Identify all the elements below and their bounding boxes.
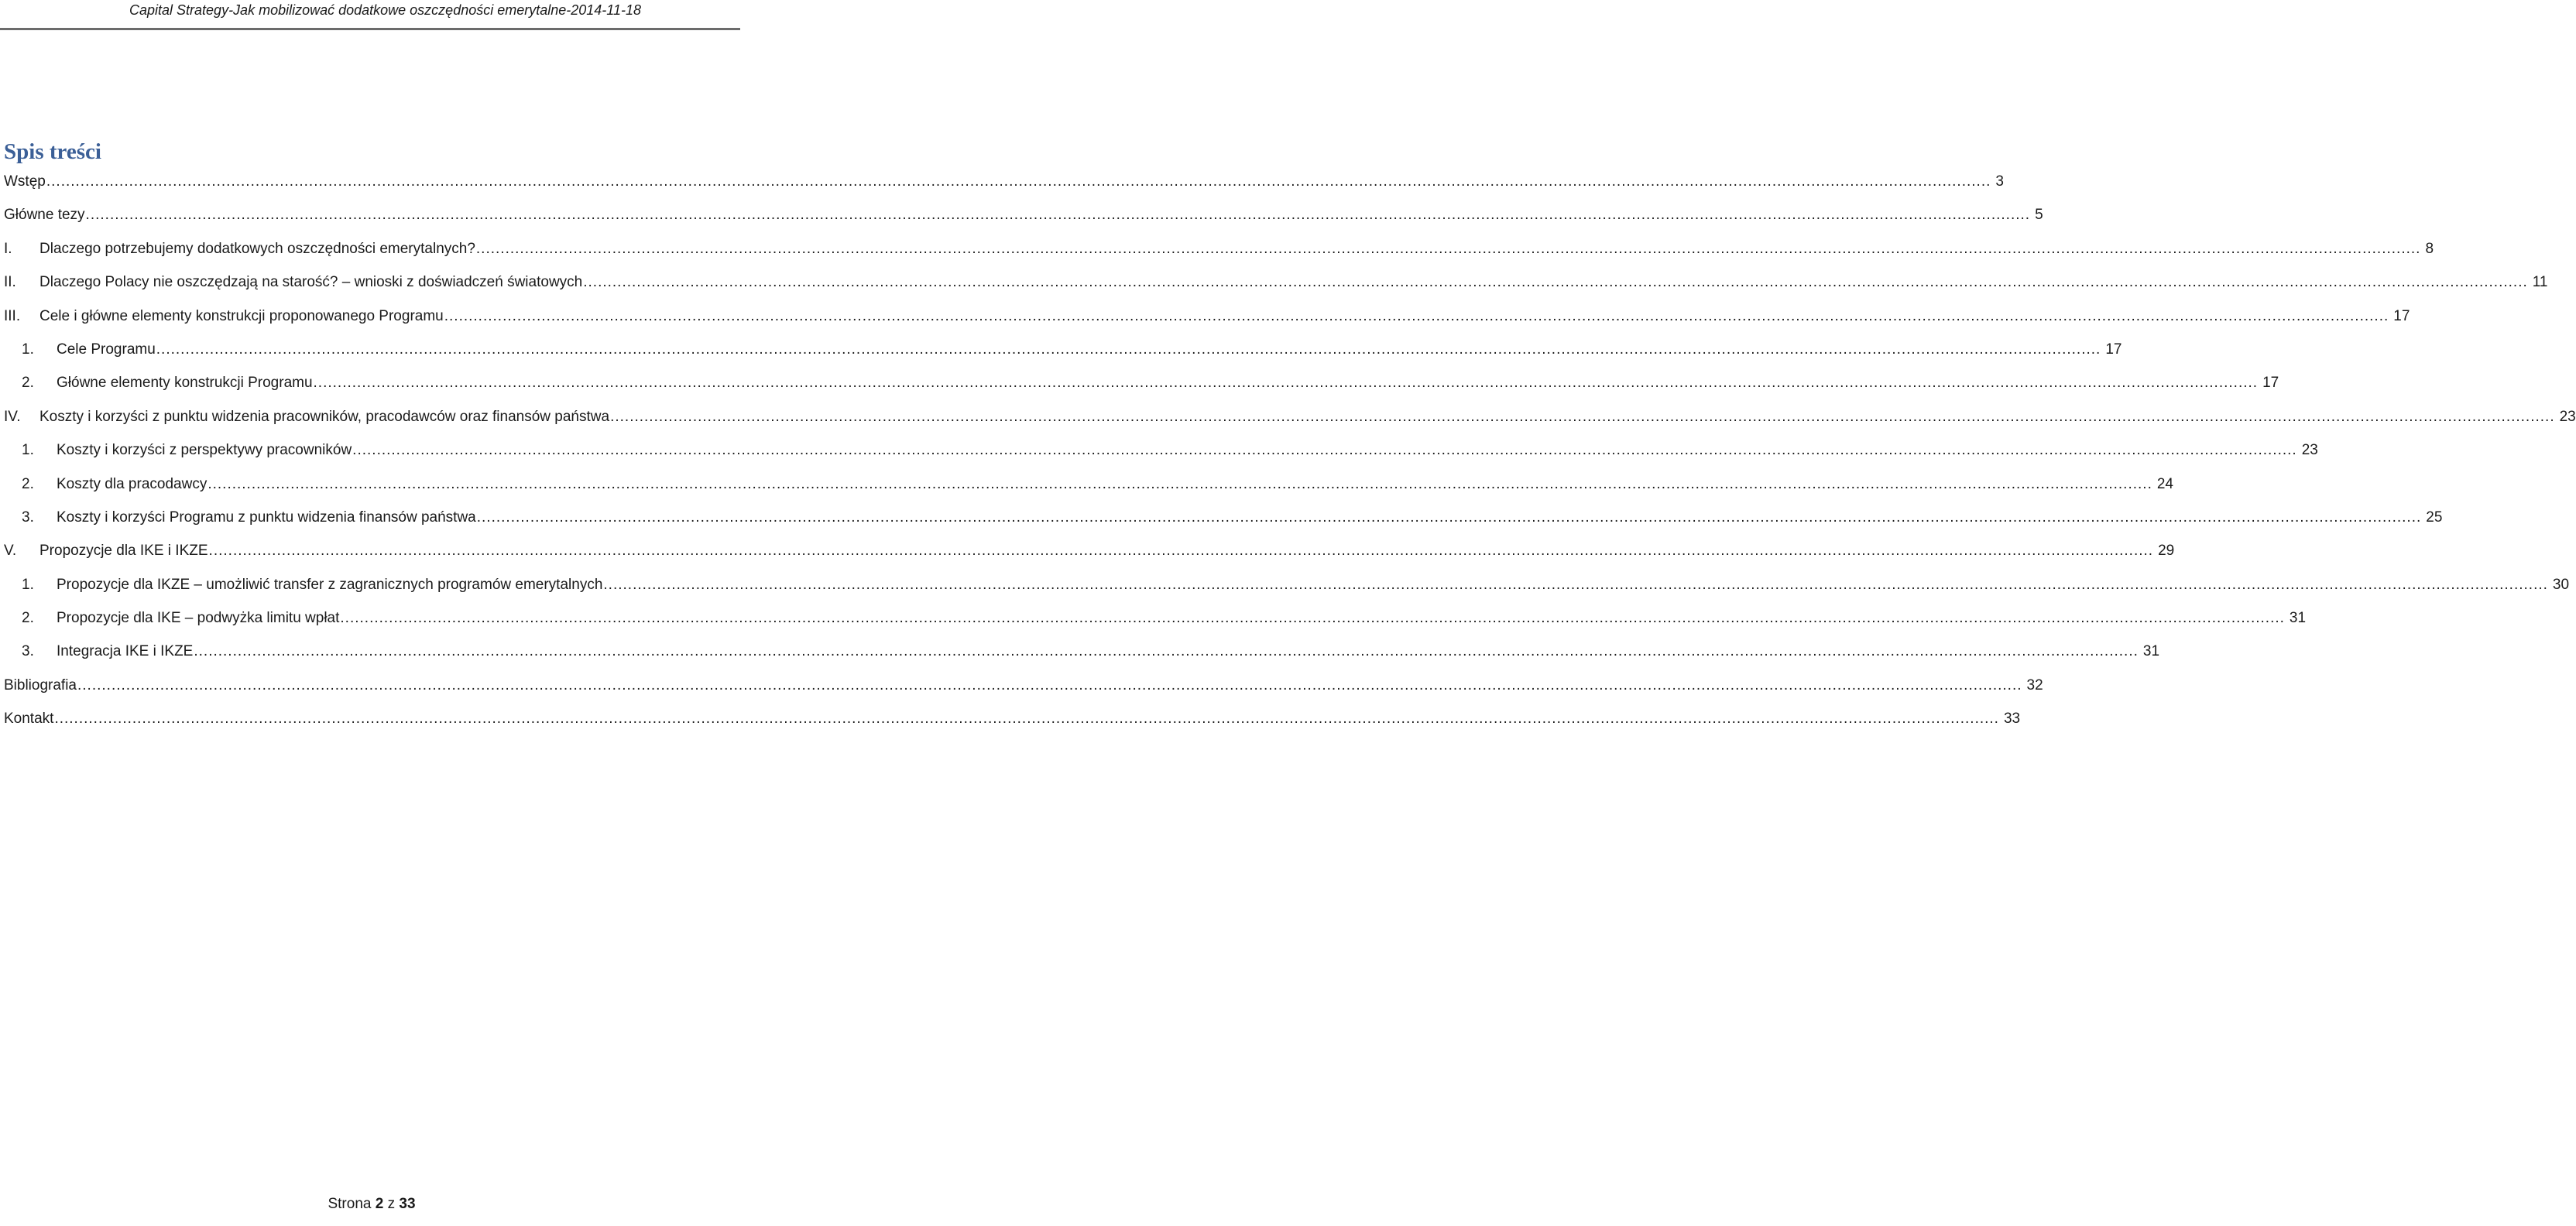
toc-entry[interactable] xyxy=(4,640,2160,673)
toc-entry-page: 23 xyxy=(2555,406,2576,429)
toc-entry[interactable] xyxy=(4,473,2173,506)
page-header xyxy=(0,0,740,30)
toc-entry-number: 3. xyxy=(22,643,34,660)
toc-leader-dots: ................................................................................................................................................................................................................................................................................................................................................................................................................ xyxy=(46,173,1991,190)
toc-entry-page: 33 xyxy=(1999,707,2020,731)
toc-entry-number: 1. xyxy=(22,442,34,459)
toc-entry-title: Koszty i korzyści Programu z punktu widzenia finansów państwa xyxy=(57,506,477,529)
toc-entry-number: IV. xyxy=(4,408,21,425)
toc-entry-page: 17 xyxy=(2101,338,2122,361)
toc-entry-title: Główne tezy xyxy=(4,204,86,227)
toc-leader-dots: ................................................................................................................................................................................................................................................................................................................................................................................................................ xyxy=(610,408,2555,425)
toc-entry[interactable] xyxy=(4,674,2043,707)
toc-leader-dots: ................................................................................................................................................................................................................................................................................................................................................................................................................ xyxy=(444,307,2389,324)
toc-entry-title: Główne elementy konstrukcji Programu xyxy=(57,372,314,395)
toc-entry-page: 29 xyxy=(2153,539,2174,563)
toc-leader-dots: ................................................................................................................................................................................................................................................................................................................................................................................................................ xyxy=(54,711,1999,728)
footer-sep: z xyxy=(387,1196,396,1212)
table-of-contents xyxy=(4,170,2576,741)
footer-total-pages: 33 xyxy=(399,1196,416,1212)
toc-entry-number: 1. xyxy=(22,341,34,358)
toc-entry-title: Kontakt xyxy=(4,707,54,731)
header-title: Capital Strategy-Jak mobilizować dodatkowe oszczędności emerytalne-2014-11-18 xyxy=(129,2,641,18)
toc-entry-page: 32 xyxy=(2022,674,2043,697)
toc-entry[interactable] xyxy=(4,338,2122,372)
toc-entry[interactable] xyxy=(4,439,2318,472)
toc-entry-number: 3. xyxy=(22,509,34,526)
toc-entry[interactable] xyxy=(4,170,2004,204)
toc-entry-title: Dlaczego Polacy nie oszczędzają na starość? – wnioski z doświadczeń światowych xyxy=(39,271,583,294)
toc-entry[interactable] xyxy=(4,406,2576,439)
toc-entry-title: Propozycje dla IKE – podwyżka limitu wpłat xyxy=(57,607,340,630)
toc-entry-title: Cele i główne elementy konstrukcji proponowanego Programu xyxy=(39,305,444,328)
toc-entry-page: 23 xyxy=(2297,439,2318,462)
toc-entry-page: 17 xyxy=(2258,372,2279,395)
toc-entry-page: 17 xyxy=(2389,305,2410,328)
toc-entry-page: 3 xyxy=(1991,170,2004,193)
toc-entry[interactable] xyxy=(4,707,2021,741)
toc-entry-page: 5 xyxy=(2030,204,2043,227)
toc-leader-dots: ................................................................................................................................................................................................................................................................................................................................................................................................................ xyxy=(475,240,2421,257)
toc-leader-dots: ................................................................................................................................................................................................................................................................................................................................................................................................................ xyxy=(208,543,2154,560)
toc-entry-number: III. xyxy=(4,307,21,324)
toc-entry-page: 24 xyxy=(2152,473,2173,496)
toc-leader-dots: ................................................................................................................................................................................................................................................................................................................................................................................................................ xyxy=(603,576,2548,593)
toc-entry[interactable] xyxy=(4,506,2443,539)
toc-entry-title: Dlaczego potrzebujemy dodatkowych oszczędności emerytalnych? xyxy=(39,238,476,261)
toc-entry-title: Koszty i korzyści z punktu widzenia pracowników, pracodawców oraz finansów państwa xyxy=(39,406,610,429)
toc-leader-dots: ................................................................................................................................................................................................................................................................................................................................................................................................................ xyxy=(77,676,2022,693)
toc-entry-number: II. xyxy=(4,274,16,291)
toc-leader-dots: ................................................................................................................................................................................................................................................................................................................................................................................................................ xyxy=(313,375,2259,392)
toc-leader-dots: ................................................................................................................................................................................................................................................................................................................................................................................................................ xyxy=(352,442,2297,459)
toc-leader-dots: ................................................................................................................................................................................................................................................................................................................................................................................................................ xyxy=(340,610,2285,627)
toc-entry[interactable] xyxy=(4,539,2175,573)
toc-entry-title: Propozycje dla IKZE – umożliwić transfer z zagranicznych programów emerytalnych xyxy=(57,574,603,597)
toc-heading: Spis treści xyxy=(4,139,101,164)
toc-entry-page: 11 xyxy=(2528,271,2548,294)
toc-entry-title: Bibliografia xyxy=(4,674,77,697)
toc-entry-title: Cele Programu xyxy=(57,338,156,361)
toc-entry-title: Integracja IKE i IKZE xyxy=(57,640,194,663)
toc-entry[interactable] xyxy=(4,607,2307,640)
footer-prefix: Strona xyxy=(328,1196,372,1212)
toc-entry-number: 2. xyxy=(22,610,34,627)
toc-entry-number: I. xyxy=(4,240,12,257)
toc-entry-number: 1. xyxy=(22,576,34,593)
toc-leader-dots: ................................................................................................................................................................................................................................................................................................................................................................................................................ xyxy=(583,274,2528,291)
toc-entry-page: 31 xyxy=(2285,607,2306,630)
toc-entry-number: 2. xyxy=(22,375,34,392)
toc-entry-title: Koszty dla pracodawcy xyxy=(57,473,208,496)
toc-entry[interactable] xyxy=(4,204,2043,237)
toc-entry-number: 2. xyxy=(22,475,34,492)
toc-entry[interactable] xyxy=(4,238,2434,271)
toc-entry-page: 25 xyxy=(2421,506,2442,529)
toc-leader-dots: ................................................................................................................................................................................................................................................................................................................................................................................................................ xyxy=(156,341,2101,358)
toc-entry[interactable] xyxy=(4,372,2279,405)
toc-entry-page: 31 xyxy=(2139,640,2159,663)
toc-leader-dots: ................................................................................................................................................................................................................................................................................................................................................................................................................ xyxy=(85,207,2031,224)
toc-leader-dots: ................................................................................................................................................................................................................................................................................................................................................................................................................ xyxy=(208,475,2152,492)
toc-leader-dots: ................................................................................................................................................................................................................................................................................................................................................................................................................ xyxy=(194,643,2139,660)
toc-entry[interactable] xyxy=(4,271,2548,304)
toc-entry-page: 30 xyxy=(2548,574,2569,597)
page-footer xyxy=(0,1196,743,1213)
toc-entry-number: V. xyxy=(4,543,17,560)
toc-entry-title: Koszty i korzyści z perspektywy pracowników xyxy=(57,439,352,462)
toc-leader-dots: ................................................................................................................................................................................................................................................................................................................................................................................................................ xyxy=(476,509,2422,526)
toc-entry-page: 8 xyxy=(2420,238,2434,261)
toc-entry[interactable] xyxy=(4,305,2410,338)
toc-entry-title: Propozycje dla IKE i IKZE xyxy=(39,539,209,563)
toc-entry-title: Wstęp xyxy=(4,170,46,193)
toc-entry[interactable] xyxy=(4,574,2570,607)
footer-current-page: 2 xyxy=(375,1196,384,1212)
